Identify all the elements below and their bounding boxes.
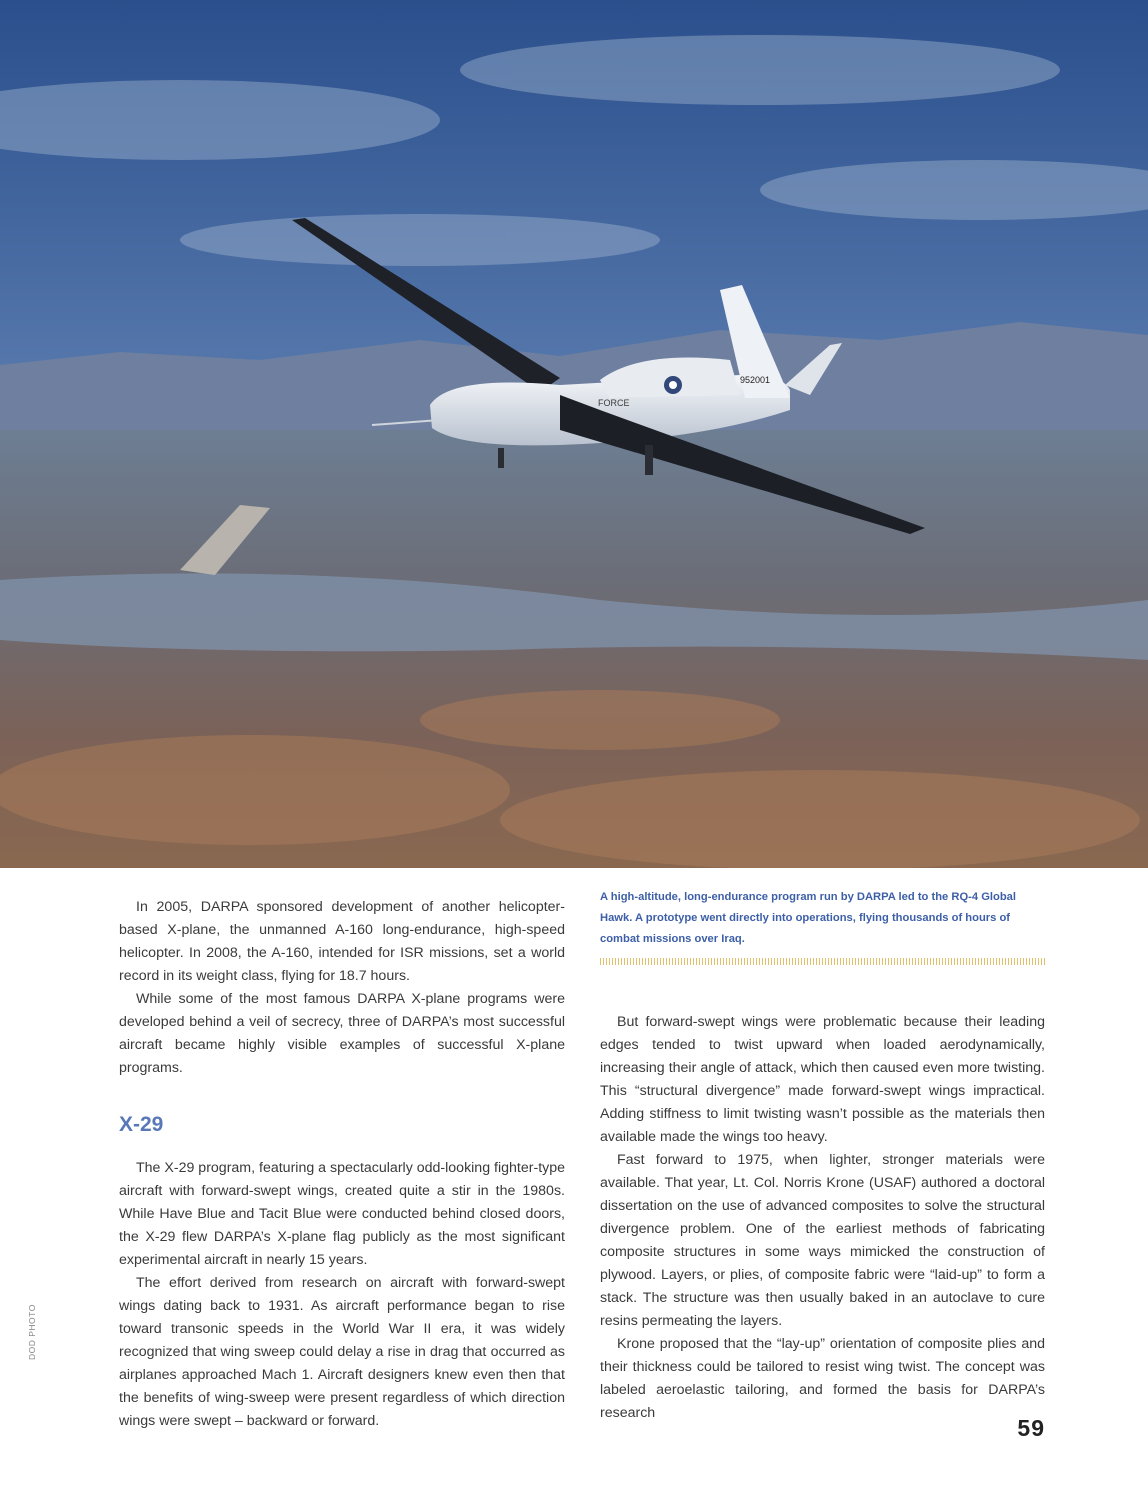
paragraph: In 2005, DARPA sponsored development of another helicopter-based X-plane, the unmanned A-160 long-endurance, high-speed helicopter. In 2008, the A-160, intended for ISR missions, set a world record in its weight class, flying for 18.7 hours. <box>119 899 565 984</box>
paragraph: The effort derived from research on aircraft with forward-swept wings dating back to 1931. As aircraft performance began to rise toward transonic speeds in the World War II era, it was widely recognized that wing sweep could delay a rise in drag that occurred as airplanes approached Mach 1. Aircraft designers knew even then that the benefits of wing-sweep were present regardless of which direction wings were swept – backward or forward. <box>119 1275 565 1429</box>
paragraph: Krone proposed that the “lay-up” orientation of composite plies and their thickness could be tailored to resist wing twist. The concept was labeled aeroelastic tailoring, and formed the basis for DARPA’s research <box>600 1336 1045 1421</box>
page-number: 59 <box>1017 1415 1045 1441</box>
paragraph: But forward-swept wings were problematic because their leading edges tended to twist upward when loaded aerodynamically, increasing their angle of attack, which then caused even more twisting. This “structural divergence” made forward-swept wings impractical. Adding stiffness to limit twisting wasn’t possible as the materials then available made the wings too heavy. <box>600 1014 1045 1145</box>
paragraph: The X-29 program, featuring a spectacularly odd-looking fighter-type aircraft with forward-swept wings, created quite a stir in the 1980s. While Have Blue and Tacit Blue were conducted behind closed doors, the X-29 flew DARPA’s X-plane flag publicly as the most significant experimental aircraft in nearly 15 years. <box>119 1160 566 1268</box>
section-heading: X-29 <box>119 1113 164 1136</box>
right-column <box>600 1011 1045 1425</box>
paragraph: Fast forward to 1975, when lighter, stronger materials were available. That year, Lt. Col. Norris Krone (USAF) authored a doctoral dissertation on the use of advanced composites to solve the structural divergence problem. One of the earliest methods of fabricating composite structures in some ways mimicked the construction of plywood. Layers, or plies, of composite fabric were “laid-up” to form a stack. The structure was then usually baked in an autoclave to cure resins permeating the layers. <box>600 1152 1045 1329</box>
paragraph: While some of the most famous DARPA X-plane programs were developed behind a veil of secrecy, three of DARPA’s most successful aircraft became highly visible examples of successful X-plane programs. <box>119 991 565 1076</box>
photo-credit: DOD PHOTO <box>27 1304 37 1360</box>
photo-caption: A high-altitude, long-endurance program run by DARPA led to the RQ-4 Global Hawk. A prototype went directly into operations, flying thousands of hours of combat missions over Iraq. <box>600 891 1017 945</box>
caption-divider <box>600 958 1045 965</box>
left-column <box>119 896 565 1433</box>
fuselage-marking: FORCE <box>598 398 630 408</box>
tail-number: 952001 <box>740 375 771 385</box>
